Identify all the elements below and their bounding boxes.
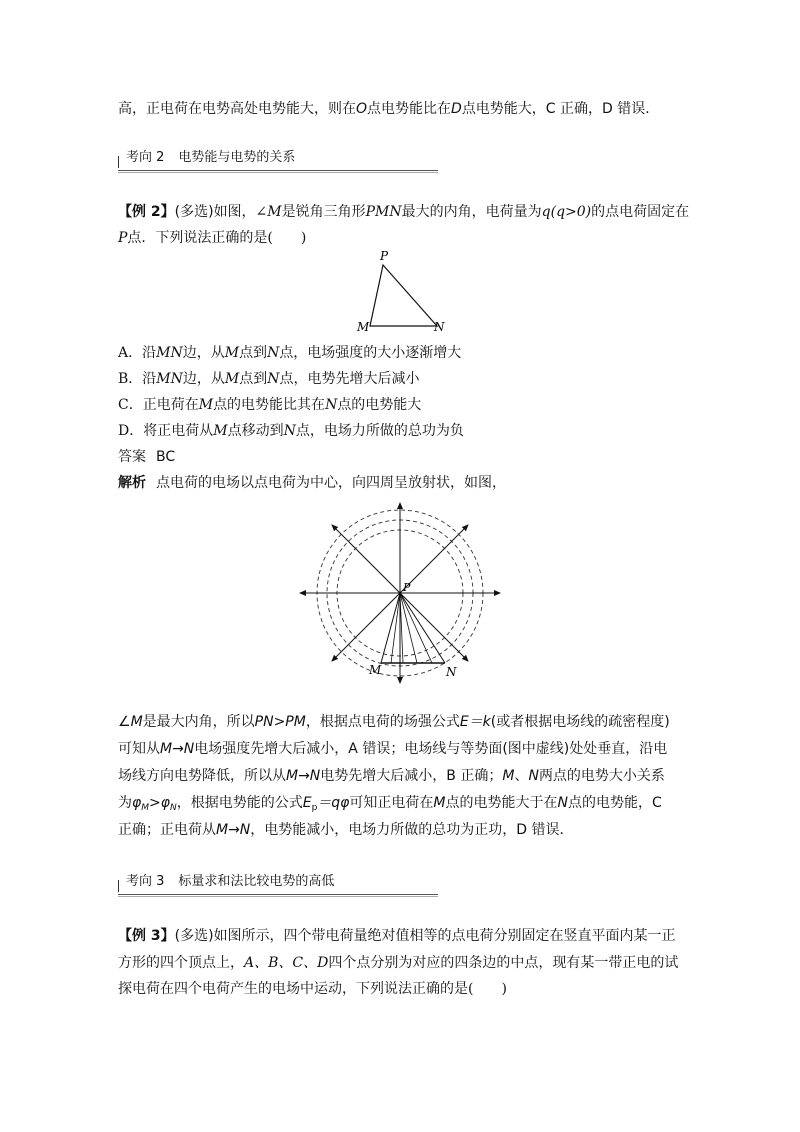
ray-p-mn-1 [391, 593, 400, 663]
explain-line-5: 正确；正电荷从M→N，电势能减小，电场力所做的总功为正功，D 错误． [118, 822, 574, 838]
example-tag: 【例 3】 [118, 928, 175, 944]
field-line-down-right [400, 593, 468, 661]
label-p: P [380, 249, 389, 263]
analysis-line: 解析 点电荷的电场以点电荷为中心，向四周呈放射状，如图， [118, 475, 506, 491]
segment-pn [400, 593, 445, 663]
example-3-line-2: 方形的四个顶点上，A、B、C、D四个点分别为对应的四条边的中点，现有某一带正电的试 [118, 955, 679, 971]
multi-select-tag: (多选) [174, 204, 214, 220]
explain-line-1: ∠M是最大内角，所以PN>PM，根据点电荷的场强公式E＝k(或者根据电场线的疏密程度) [118, 714, 670, 730]
section-heading-3 [118, 872, 438, 896]
answer-line [118, 447, 175, 467]
example-3-line-3: 探电荷在四个电荷产生的电场中运动，下列说法正确的是( ) [118, 981, 507, 997]
triangle-pmn-figure [350, 245, 450, 335]
section-number: 考向 3 [126, 874, 165, 889]
label-p: P [403, 581, 411, 594]
explain-line-4: 为$\varphi_M>\varphi_N$，根据电势能的公式$E_p=q\varphi$可知正电荷在M点的电势能大于在N点的电势能，C [118, 795, 662, 813]
segment-pm [381, 593, 400, 663]
label-m: M [357, 320, 370, 334]
ray-p-mn-4 [400, 593, 432, 663]
option-d: D．将正电荷从M点移动到N点，电场力所做的总功为负 [118, 423, 464, 439]
field-line-up-left [332, 525, 400, 593]
option-b: B．沿MN边，从M点到N点，电势先增大后减小 [118, 371, 420, 387]
example-2-line-2: P点．下列说法正确的是( ) [118, 230, 307, 246]
answer-value: BC [156, 449, 176, 465]
field-lines-figure [295, 498, 505, 688]
section-title: 电势能与电势的关系 [178, 150, 296, 165]
label-n: N [446, 665, 457, 679]
continued-text-line: 高，正电荷在电势高处电势能大，则在O点电势能比在D点电势能大，C 正确，D 错误． [118, 101, 660, 117]
section-heading-2 [118, 148, 438, 172]
label-m: M [369, 663, 382, 677]
section-number: 考向 2 [126, 150, 165, 165]
multi-select-tag: (多选) [174, 928, 214, 944]
section-marker [118, 880, 123, 892]
label-n: N [434, 320, 445, 334]
field-line-down-left [332, 593, 400, 661]
example-3-line-1: 【例 3】(多选)如图所示，四个带电荷量绝对值相等的点电荷分别固定在竖直平面内某一正 [118, 928, 676, 944]
example-2-line-1: 【例 2】(多选)如图，∠M是锐角三角形PMN最大的内角，电荷量为q(q>0)的点电荷固定在 [118, 204, 690, 220]
explain-line-3: 场线方向电势降低，所以从M→N电势先增大后减小，B 正确；M、N两点的电势大小关系 [118, 768, 665, 784]
triangle-pmn [370, 265, 437, 326]
explain-line-2: 可知从M→N电场强度先增大后减小，A 错误；电场线与等势面(图中虚线)处处垂直，沿电 [118, 741, 668, 757]
answer-label: 答案 [118, 449, 146, 465]
section-title: 标量求和法比较电势的高低 [178, 874, 335, 889]
section-marker [118, 156, 123, 168]
option-c: C．正电荷在M点的电势能比其在N点的电势能大 [118, 397, 422, 413]
option-a: A．沿MN边，从M点到N点，电场强度的大小逐渐增大 [118, 345, 462, 361]
example-tag: 【例 2】 [118, 204, 175, 220]
analysis-label: 解析 [118, 475, 146, 491]
